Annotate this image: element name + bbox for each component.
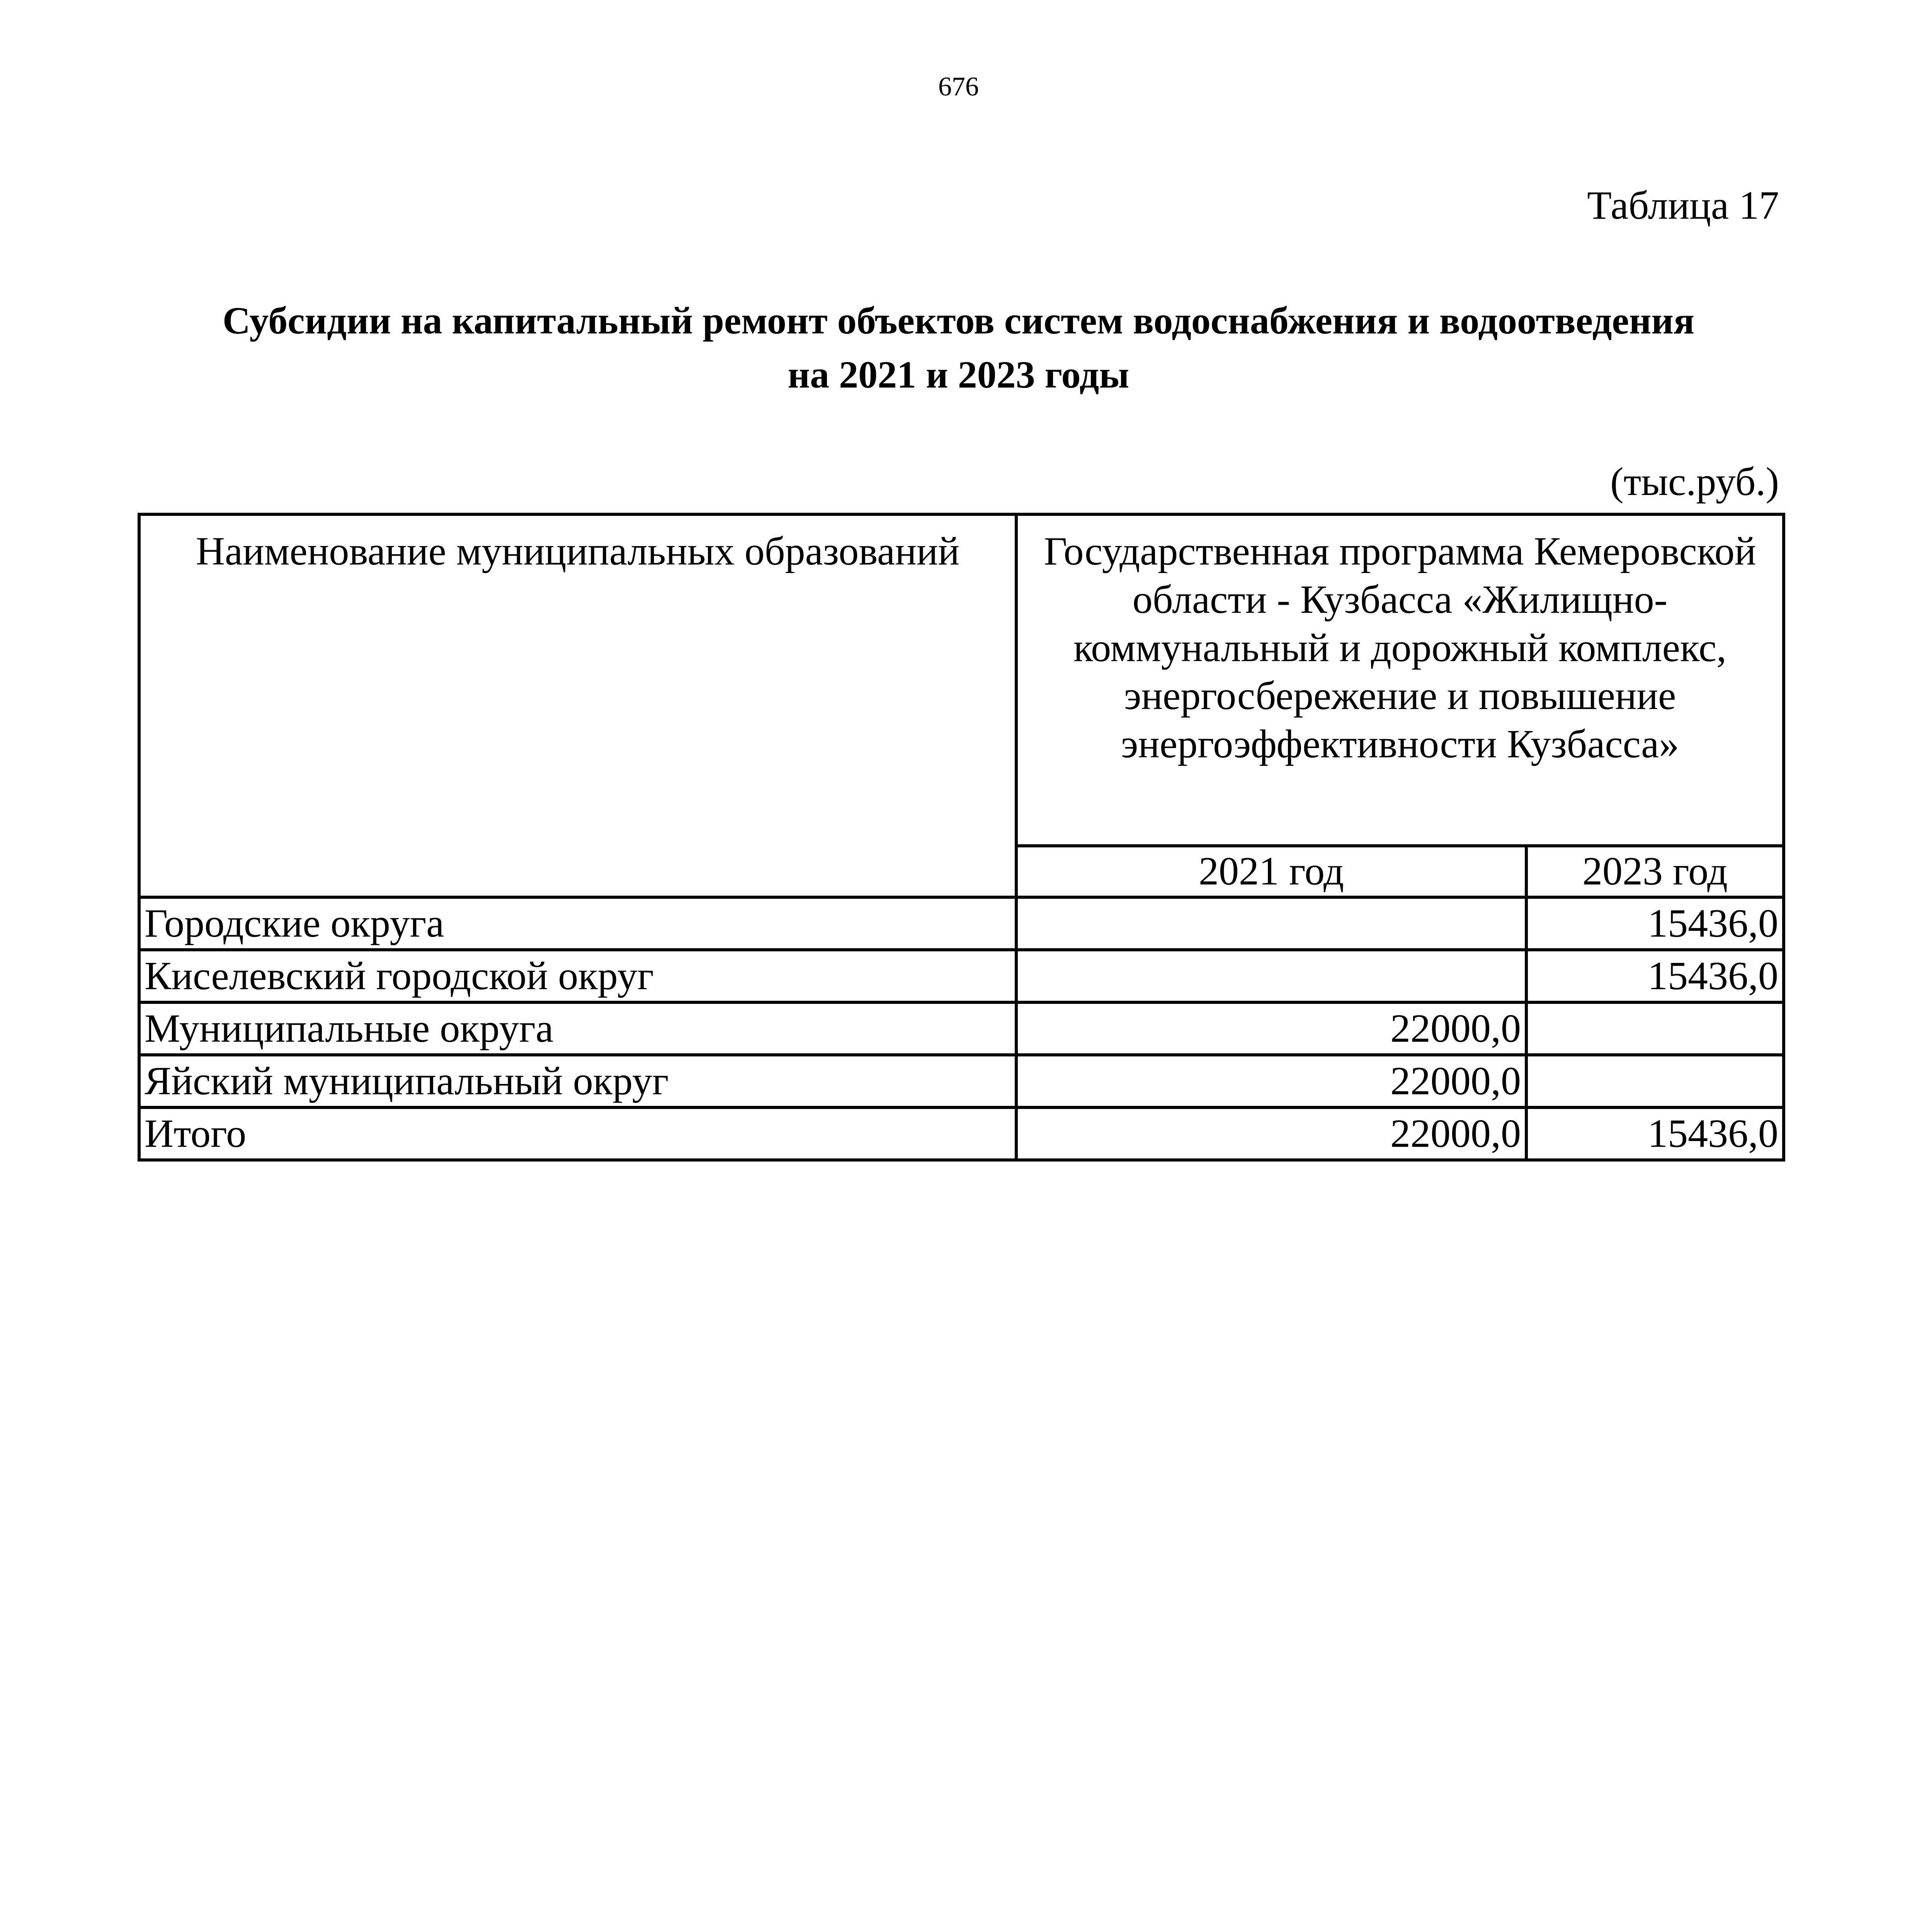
row-name: Яйский муниципальный округ [139, 1055, 1016, 1107]
header-year-2021: 2021 год [1016, 846, 1526, 897]
title-line-2: на 2021 и 2023 годы [788, 353, 1129, 396]
program-line-5: энергоэффективности Кузбасса» [1121, 722, 1679, 767]
row-value-2021 [1016, 897, 1526, 950]
row-value-2023: 15436,0 [1526, 950, 1784, 1002]
program-line-2: области - Кузбасса «Жилищно- [1132, 577, 1668, 622]
row-value-2021: 22000,0 [1016, 1107, 1526, 1160]
row-name: Киселевский городской округ [139, 950, 1016, 1002]
row-value-2023: 15436,0 [1526, 897, 1784, 950]
row-value-2023 [1526, 1055, 1784, 1107]
row-value-2021 [1016, 950, 1526, 1002]
header-year-2023: 2023 год [1526, 846, 1784, 897]
subsidies-table [138, 513, 1785, 1162]
table-row [139, 950, 1784, 1002]
row-value-2023 [1526, 1002, 1784, 1055]
row-value-2021: 22000,0 [1016, 1002, 1526, 1055]
title-line-1: Субсидии на капитальный ремонт объектов систем водоснабжения и водоотведения [222, 299, 1695, 342]
document-title [116, 294, 1801, 402]
header-name-column: Наименование муниципальных образований [139, 514, 1016, 897]
program-line-1: Государственная программа Кемеровской [1044, 529, 1756, 573]
row-name: Городские округа [139, 897, 1016, 950]
header-row [139, 514, 1784, 846]
table-row-total [139, 1107, 1784, 1160]
page-number: 676 [938, 72, 979, 102]
program-line-4: энергосбережение и повышение [1124, 673, 1676, 718]
table-label: Таблица 17 [1587, 183, 1779, 228]
header-program [1016, 514, 1784, 846]
row-value-2023: 15436,0 [1526, 1107, 1784, 1160]
program-line-3: коммунальный и дорожный комплекс, [1073, 625, 1727, 670]
row-value-2021: 22000,0 [1016, 1055, 1526, 1107]
row-name: Муниципальные округа [139, 1002, 1016, 1055]
table-row [139, 1002, 1784, 1055]
units-label: (тыс.руб.) [1610, 459, 1779, 504]
table-row [139, 1055, 1784, 1107]
table-row [139, 897, 1784, 950]
row-name: Итого [139, 1107, 1016, 1160]
